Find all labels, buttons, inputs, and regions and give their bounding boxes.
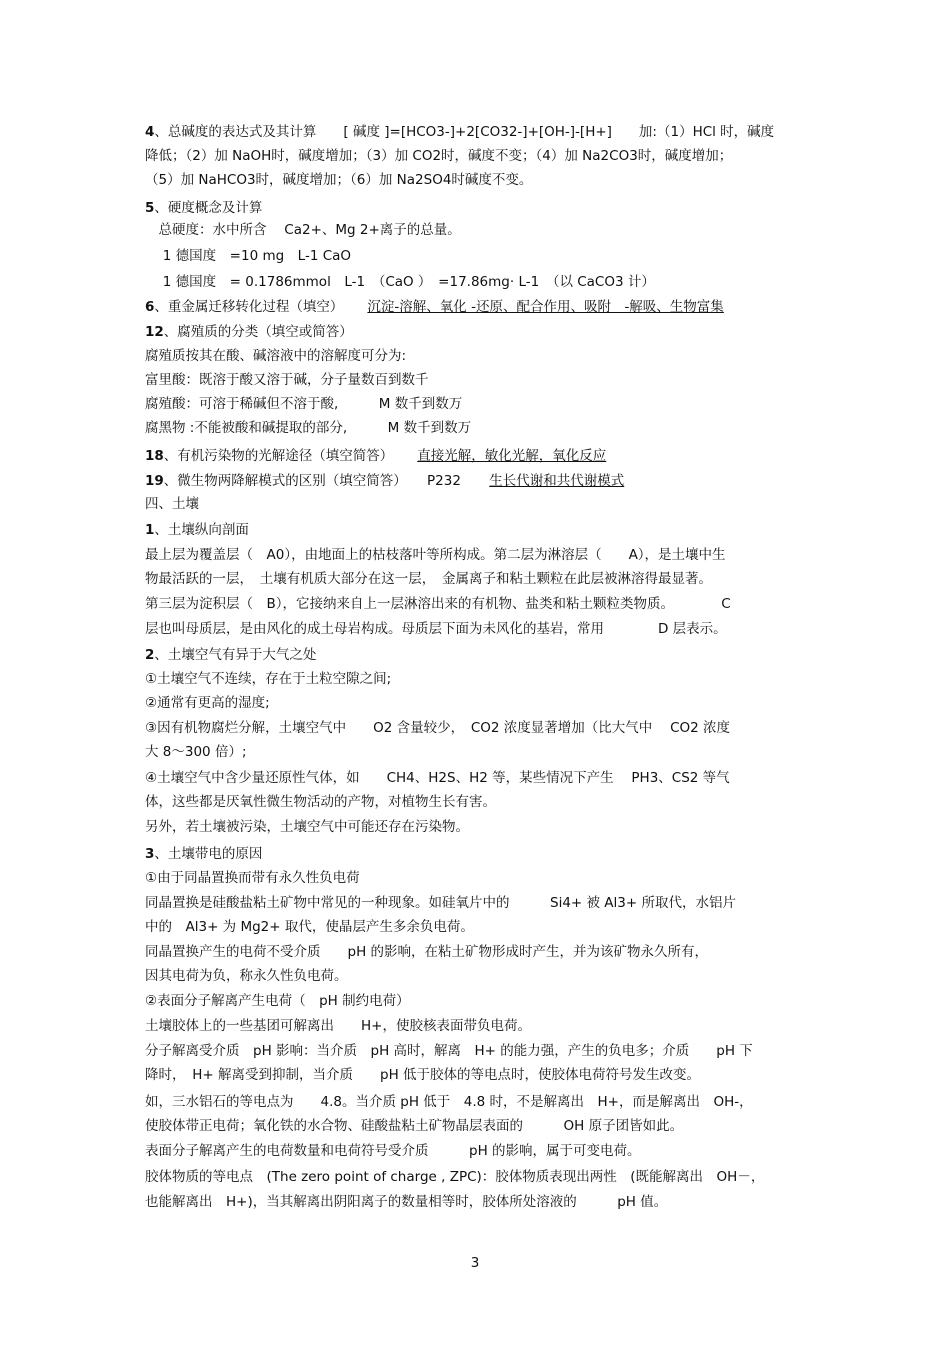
line-text: 、有机污染物的光解途径（填空简答） xyxy=(163,448,394,464)
text-line xyxy=(145,917,815,937)
page-number: 3 xyxy=(470,1255,480,1271)
text-line xyxy=(145,991,815,1011)
text-line xyxy=(145,272,815,292)
line-text: 物最活跃的一层， 土壤有机质大部分在这一层， 金属离子和粘土颗粒在此层被淋溶得最显著。 xyxy=(145,571,712,587)
text-line xyxy=(145,246,815,266)
line-text: 大 8～300 倍）; xyxy=(145,744,247,760)
line-text: 1 德国度 =10 mg L-1 CaO xyxy=(145,248,352,264)
text-line xyxy=(145,942,815,962)
text-line xyxy=(145,1141,815,1161)
line-text: 胶体物质的等电点 (The zero point of charge , ZPC)：胶体物质表现出两性 (既能解离出 OH－， xyxy=(145,1169,765,1185)
line-text: 总硬度：水中所含 Ca2+、Mg 2+离子的总量。 xyxy=(145,222,461,238)
text-line xyxy=(145,693,815,713)
text-line xyxy=(145,893,815,913)
line-text: 腐殖酸：可溶于稀碱但不溶于酸, M 数千到数万 xyxy=(145,396,463,412)
text-line xyxy=(145,146,815,166)
text-line xyxy=(145,792,815,812)
text-line xyxy=(145,844,815,864)
line-text: 、硬度概念及计算 xyxy=(154,200,263,216)
section-number: 2 xyxy=(145,647,155,663)
text-line xyxy=(145,297,815,317)
underlined-answer: 沉淀-溶解、氧化 -还原、配合作用、吸附 -解吸、生物富集 xyxy=(367,299,724,315)
text-line xyxy=(145,418,815,438)
line-text: 、腐殖质的分类（填空或简答） xyxy=(163,324,353,340)
text-line xyxy=(145,346,815,366)
section-number: 12 xyxy=(145,324,164,340)
text-line xyxy=(145,446,815,466)
text-line xyxy=(145,718,815,738)
line-text: 腐殖质按其在酸、碱溶液中的溶解度可分为: xyxy=(145,348,407,364)
underlined-answer: 直接光解，敏化光解，氧化反应 xyxy=(417,448,607,464)
text-line xyxy=(145,1016,815,1036)
text-line xyxy=(145,170,815,190)
section-number: 6 xyxy=(145,299,155,315)
section-number: 5 xyxy=(145,200,155,216)
text-line xyxy=(145,1092,815,1112)
line-text: 也能解离出 H+)，当其解离出阴阳离子的数量相等时，胶体所处溶液的 pH 值。 xyxy=(145,1194,668,1210)
line-text: 同晶置换是硅酸盐粘土矿物中常见的一种现象。如硅氧片中的 Si4+ 被 Al3+ 所取代，水铝片 xyxy=(145,895,736,911)
line-text: 富里酸：既溶于酸又溶于碱，分子量数百到数千 xyxy=(145,372,429,388)
line-text: ②表面分子解离产生电荷（ pH 制约电荷） xyxy=(145,993,410,1009)
text-line xyxy=(145,471,815,491)
underlined-answer: 生长代谢和共代谢模式 xyxy=(489,473,625,489)
line-text: 如，三水铝石的等电点为 4.8。当介质 pH 低于 4.8 时，不是解离出 H+，而是解离出 OH-， xyxy=(145,1094,753,1110)
line-text: ①土壤空气不连续，存在于土粒空隙之间; xyxy=(145,671,392,687)
line-text: 、土壤空气有异于大气之处 xyxy=(154,647,317,663)
text-line xyxy=(145,122,815,142)
text-line xyxy=(145,1065,815,1085)
text-line xyxy=(145,966,815,986)
section-number: 3 xyxy=(145,846,155,862)
text-line xyxy=(145,220,815,240)
text-line xyxy=(145,370,815,390)
text-line xyxy=(145,1192,815,1212)
line-text: 、土壤带电的原因 xyxy=(154,846,263,862)
line-text: 第三层为淀积层（ B），它接纳来自上一层淋溶出来的有机物、盐类和粘土颗粒类物质。 C xyxy=(145,596,731,612)
line-text: ②通常有更高的湿度; xyxy=(145,695,270,711)
line-text: 层也叫母质层，是由风化的成土母岩构成。母质层下面为未风化的基岩，常用 D 层表示。 xyxy=(145,621,727,637)
text-line xyxy=(145,669,815,689)
line-text: 、总碱度的表达式及其计算 [ 碱度 ]=[HCO3-]+2[CO32-]+[OH-]-[H+] 加:（1）HCl 时，碱度 xyxy=(154,124,775,140)
line-text: 、重金属迁移转化过程（填空） xyxy=(154,299,344,315)
text-line xyxy=(145,619,815,639)
line-text: 、土壤纵向剖面 xyxy=(154,522,249,538)
text-line xyxy=(145,545,815,565)
text-line xyxy=(145,1116,815,1136)
text-line xyxy=(145,520,815,540)
text-line xyxy=(145,1167,815,1187)
line-text: （5）加 NaHCO3时，碱度增加；（6）加 Na2SO4时碱度不变。 xyxy=(145,172,533,188)
line-text: ①由于同晶置换而带有永久性负电荷 xyxy=(145,870,360,886)
line-text: 降时， H+ 解离受到抑制，当介质 pH 低于胶体的等电点时，使胶体电荷符号发生改变。 xyxy=(145,1067,701,1083)
line-text: 四、土壤 xyxy=(145,496,199,512)
text-line xyxy=(145,817,815,837)
text-line xyxy=(145,768,815,788)
line-text: 土壤胶体上的一些基团可解离出 H+，使胶核表面带负电荷。 xyxy=(145,1018,531,1034)
line-text: 表面分子解离产生的电荷数量和电荷符号受介质 pH 的影响，属于可变电荷。 xyxy=(145,1143,641,1159)
line-text: ④土壤空气中含少量还原性气体，如 CH4、H2S、H2 等，某些情况下产生 PH3、CS2 等气 xyxy=(145,770,730,786)
line-text: 因其电荷为负，称永久性负电荷。 xyxy=(145,968,348,984)
section-number: 4 xyxy=(145,124,155,140)
text-line xyxy=(145,645,815,665)
line-text: 最上层为覆盖层（ A0），由地面上的枯枝落叶等所构成。第二层为淋溶层（ A），是土壤中生 xyxy=(145,547,726,563)
section-number: 1 xyxy=(145,522,155,538)
text-line xyxy=(145,569,815,589)
section-number: 19 xyxy=(145,473,164,489)
line-text: 中的 Al3+ 为 Mg2+ 取代，使晶层产生多余负电荷。 xyxy=(145,919,474,935)
line-text: 同晶置换产生的电荷不受介质 pH 的影响，在粘土矿物形成时产生，并为该矿物永久所有， xyxy=(145,944,709,960)
line-text: 分子解离受介质 pH 影响：当介质 pH 高时，解离 H+ 的能力强，产生的负电多；介质 pH 下 xyxy=(145,1043,753,1059)
text-line xyxy=(145,742,815,762)
line-text: 使胶体带正电荷；氧化铁的水合物、硅酸盐粘土矿物晶层表面的 OH 原子团皆如此。 xyxy=(145,1118,684,1134)
line-text: 降低；（2）加 NaOH时，碱度增加；（3）加 CO2时，碱度不变；（4）加 Na2CO3时，碱度增加； xyxy=(145,148,733,164)
line-text: ③因有机物腐烂分解，土壤空气中 O2 含量较少， CO2 浓度显著增加（比大气中 CO2 浓度 xyxy=(145,720,731,736)
text-line xyxy=(145,494,815,514)
line-text: 1 德国度 = 0.1786mmol L-1 （CaO ） =17.86mg· L-1 （以 CaCO3 计） xyxy=(145,274,655,290)
section-number: 18 xyxy=(145,448,164,464)
text-line xyxy=(145,322,815,342)
line-text: 腐黑物 :不能被酸和碱提取的部分, M 数千到数万 xyxy=(145,420,472,436)
text-line xyxy=(145,394,815,414)
line-text: 、微生物两降解模式的区别（填空简答） P232 xyxy=(163,473,466,489)
line-text: 另外，若土壤被污染，土壤空气中可能还存在污染物。 xyxy=(145,819,469,835)
line-text: 体，这些都是厌氧性微生物活动的产物，对植物生长有害。 xyxy=(145,794,496,810)
text-line xyxy=(145,198,815,218)
text-line xyxy=(145,1041,815,1061)
text-line xyxy=(145,594,815,614)
text-line xyxy=(145,868,815,888)
